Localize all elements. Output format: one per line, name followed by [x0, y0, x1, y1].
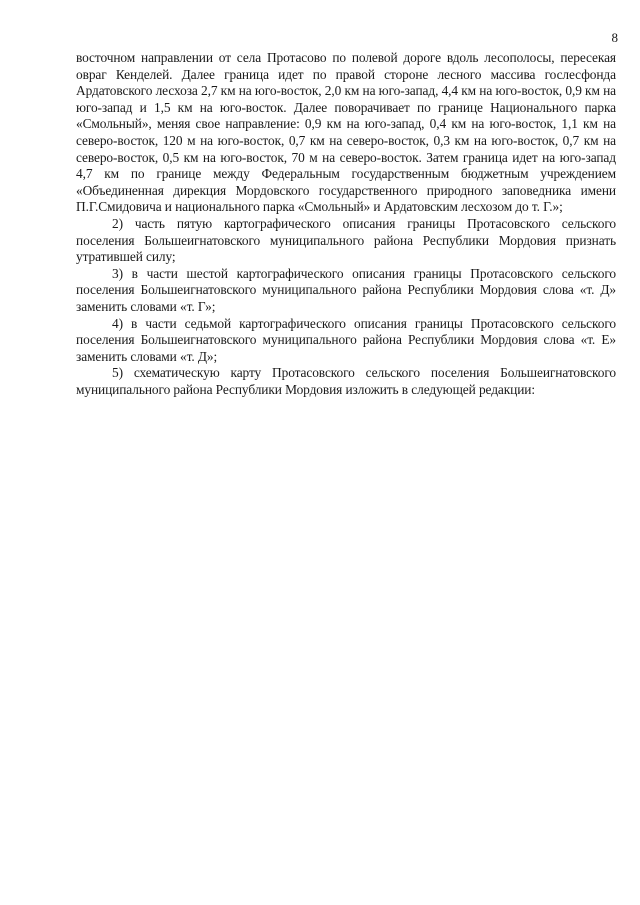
paragraph-item-4: 4) в части седьмой картографического описания границы Протасовского сельского поселения Большеигнатовского муниципального района Республики Мордовия слова «т. Е» заменить словами «т. Д»;	[76, 315, 616, 364]
paragraph-item-2: 2) часть пятую картографического описания границы Протасовского сельского поселения Большеигнатовского муниципального района Республики Мордовия признать утратившей силу;	[76, 215, 616, 265]
paragraph-item-3: 3) в части шестой картографического описания границы Протасовского сельского поселения Большеигнатовского муниципального района Республики Мордовия слова «т. Д» заменить словами «т. Г»;	[76, 265, 616, 314]
paragraph-boundary-description: восточном направлении от села Протасово по полевой дороге вдоль лесополосы, пересекая овраг Кенделей. Далее граница идет по правой стороне лесного массива гослесфонда Ардатовского лесхоза 2,7 км на юго-восток, 2,0 км на юго-запад, 4,4 км на юго-восток, 0,9 км на юго-запад и 1,5 км на юго-восток. Далее поворачивает по границе Национального парка «Смольный», меняя свое направление: 0,9 км на юго-запад, 0,4 км на юго-восток, 1,1 км на северо-восток, 120 м на юго-восток, 0,7 км на северо-восток, 0,3 км на юго-восток, 0,7 км на северо-восток, 0,5 км на юго-восток, 70 м на северо-восток. Затем граница идет на юго-запад 4,7 км по границе между Федеральным государственным бюджетным учреждением «Объединенная дирекция Мордовского государственного природного заповедника имени П.Г.Смидовича и национального парка «Смольный» и Ардатовским лесхозом до т. Г.»;	[76, 50, 616, 215]
document-body	[76, 50, 616, 398]
page-number: 8	[611, 30, 618, 45]
paragraph-item-5: 5) схематическую карту Протасовского сельского поселения Большеигнатовского муниципального района Республики Мордовия изложить в следующей редакции:	[76, 365, 616, 397]
